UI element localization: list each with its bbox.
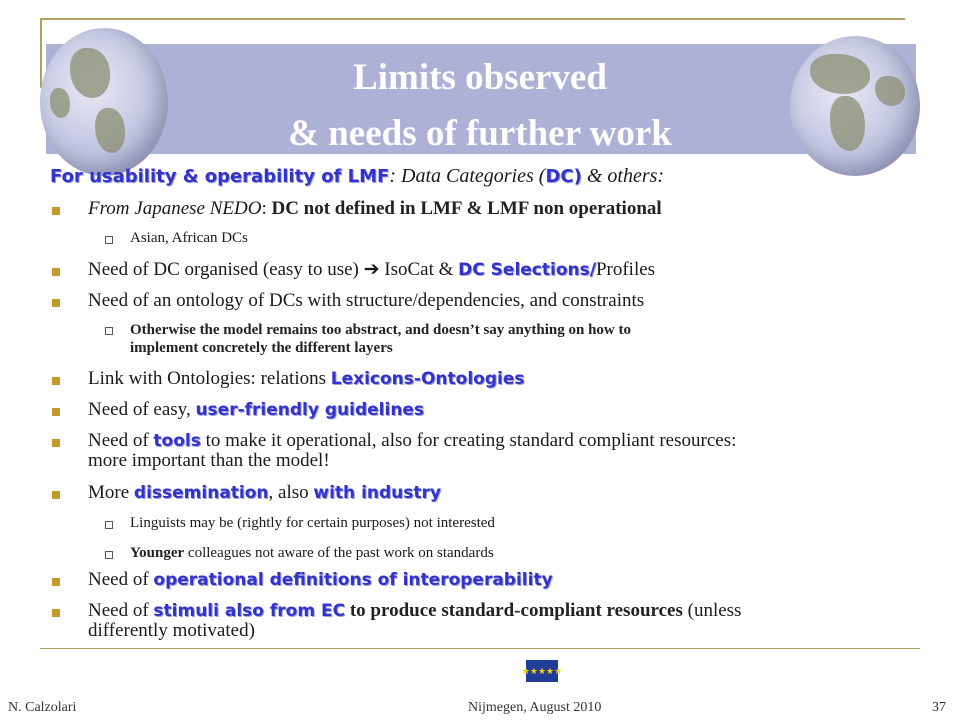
list-item-9-line-2: differently motivated) bbox=[88, 620, 255, 641]
heading-emphasis: For usability & operability of LMF bbox=[50, 166, 390, 187]
frame-top-line bbox=[40, 18, 905, 20]
list-item-5: Need of easy, user-friendly guidelines bbox=[88, 399, 425, 420]
arrow-right-icon: ➔ bbox=[363, 259, 380, 280]
list-item-2: Need of DC organised (easy to use) ➔ IsoCat & DC Selections/Profiles bbox=[88, 259, 656, 280]
bullet-4 bbox=[52, 377, 60, 385]
bullet-3 bbox=[52, 299, 60, 307]
list-item-8: Need of operational definitions of interoperability bbox=[88, 569, 553, 590]
sub-item-3-1-line-2: implement concretely the different layers bbox=[130, 340, 393, 356]
globe-left-icon bbox=[40, 28, 168, 176]
bullet-2 bbox=[52, 268, 60, 276]
bullet-8 bbox=[52, 578, 60, 586]
section-heading bbox=[50, 166, 664, 187]
heading-tail: & others: bbox=[581, 165, 665, 187]
footer-page-number: 37 bbox=[932, 700, 946, 715]
sub-bullet-7-1 bbox=[105, 521, 113, 529]
bullet-1 bbox=[52, 207, 60, 215]
bullet-7 bbox=[52, 491, 60, 499]
list-item-6: Need of tools to make it operational, also for creating standard compliant resources: bbox=[88, 430, 737, 451]
title-line-1: Limits observed bbox=[353, 57, 607, 98]
sub-bullet-7-2 bbox=[105, 551, 113, 559]
title-line-2: & needs of further work bbox=[288, 113, 672, 154]
list-item-1: From Japanese NEDO: DC not defined in LMF & LMF non operational bbox=[88, 198, 662, 219]
footer-author: N. Calzolari bbox=[8, 700, 77, 715]
sub-item-3-1-line-1: Otherwise the model remains too abstract, and doesn’t say anything on how to bbox=[130, 322, 631, 338]
slide-title bbox=[160, 50, 800, 162]
heading-dc: DC) bbox=[545, 166, 582, 187]
list-item-6-line-2: more important than the model! bbox=[88, 450, 330, 471]
frame-bottom-line bbox=[40, 648, 920, 649]
list-item-3: Need of an ontology of DCs with structure/dependencies, and constraints bbox=[88, 290, 645, 311]
bullet-5 bbox=[52, 408, 60, 416]
sub-item-1-1: Asian, African DCs bbox=[130, 230, 248, 246]
sub-bullet-1-1 bbox=[105, 236, 113, 244]
list-item-7: More dissemination, also with industry bbox=[88, 482, 441, 503]
list-item-9: Need of stimuli also from EC to produce standard-compliant resources (unless bbox=[88, 600, 742, 621]
bullet-9 bbox=[52, 609, 60, 617]
sub-item-7-1: Linguists may be (rightly for certain purposes) not interested bbox=[130, 515, 495, 531]
list-item-4: Link with Ontologies: relations Lexicons-Ontologies bbox=[88, 368, 525, 389]
frame-left-line bbox=[40, 18, 42, 88]
eu-flag-icon: ★★★★★ bbox=[526, 660, 558, 682]
footer-event: Nijmegen, August 2010 bbox=[468, 700, 602, 715]
bullet-6 bbox=[52, 439, 60, 447]
globe-right-icon bbox=[790, 36, 920, 176]
sub-bullet-3-1 bbox=[105, 327, 113, 335]
sub-item-7-2: Younger colleagues not aware of the past work on standards bbox=[130, 545, 494, 561]
heading-text: : Data Categories ( bbox=[389, 165, 546, 187]
